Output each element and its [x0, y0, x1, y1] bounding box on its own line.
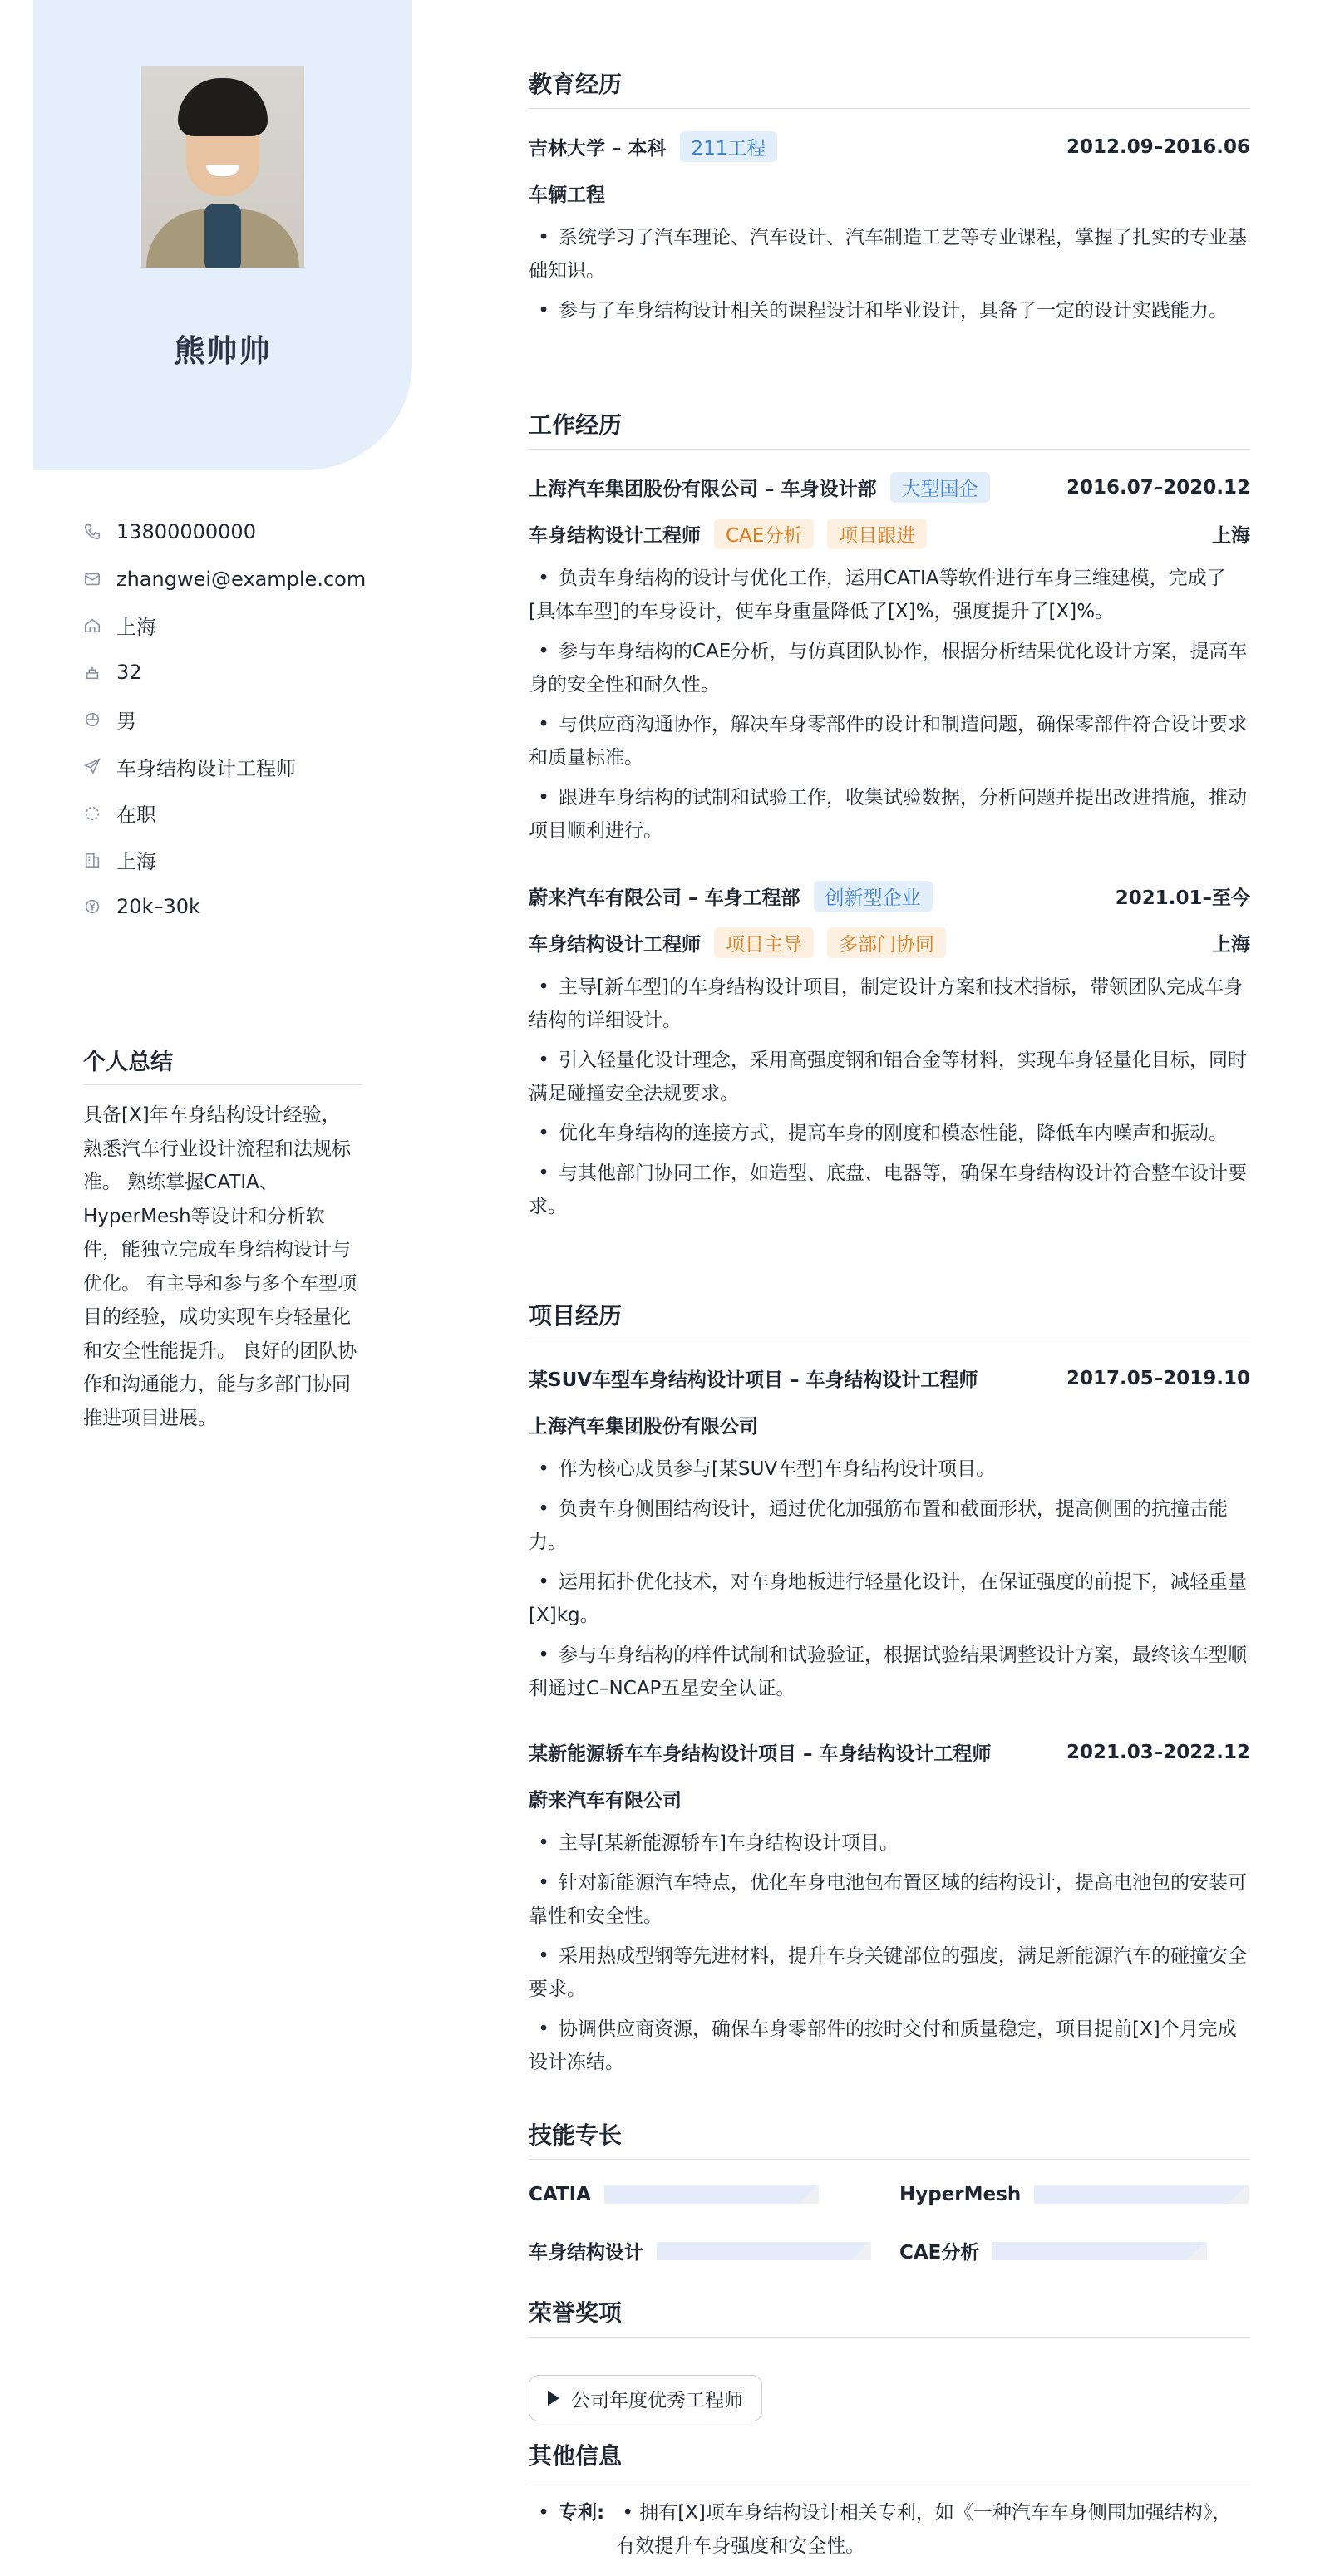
list-item: • 负责车身结构的设计与优化工作，运用CATIA等软件进行车身三维建模，完成了[具体车型]的车身设计，使车身重量降低了[X]%，强度提升了[X]%。	[529, 562, 1250, 628]
project-name: 某SUV车型车身结构设计项目 – 车身结构设计工程师	[529, 1369, 978, 1391]
profile-card	[33, 0, 412, 470]
skill-tag: CAE分析	[714, 519, 814, 549]
gender-text: 男	[116, 710, 136, 734]
list-item: • 优化车身结构的连接方式，提高车身的刚度和模态性能，降低车内噪声和振动。	[529, 1117, 1250, 1150]
skill-item	[899, 2184, 1249, 2205]
education-header	[529, 131, 1250, 162]
education-section-title: 教育经历	[529, 66, 1250, 109]
job-role: 车身结构设计工程师	[529, 934, 701, 956]
info-position	[83, 743, 366, 789]
list-item: • 主导[新车型]的车身结构设计项目，制定设计方案和技术指标，带领团队完成车身结构的详细设计。	[529, 971, 1250, 1037]
contact-info-list	[83, 509, 366, 931]
skill-name: HyperMesh	[899, 2184, 1022, 2205]
project-bullets	[529, 1826, 1250, 2086]
list-item: • 引入轻量化设计理念，采用高强度钢和铝合金等材料，实现车身轻量化目标，同时满足碰撞安全法规要求。	[529, 1044, 1250, 1110]
project-header	[529, 1738, 1250, 1766]
info-status	[83, 789, 366, 836]
job-header	[529, 881, 1250, 912]
project-company: 上海汽车集团股份有限公司	[529, 1416, 758, 1438]
home-text: 上海	[116, 616, 156, 640]
patent-label: • 专利:	[529, 2496, 604, 2563]
skill-level-bar	[604, 2185, 819, 2204]
project-name: 某新能源轿车车身结构设计项目 – 车身结构设计工程师	[529, 1743, 992, 1765]
award-label: 公司年度优秀工程师	[571, 2389, 743, 2411]
info-salary	[83, 883, 366, 930]
list-item: • 运用拓扑优化技术，对车身地板进行轻量化设计，在保证强度的前提下，减轻重量[X]kg。	[529, 1566, 1250, 1632]
email-icon	[83, 570, 101, 588]
honors-section-title: 荣誉奖项	[529, 2295, 1250, 2338]
info-age	[83, 649, 366, 696]
skill-name: 车身结构设计	[529, 2242, 643, 2264]
play-triangle-icon	[548, 2391, 559, 2406]
job-role-row	[529, 927, 1250, 958]
school-name: 吉林大学 – 本科	[529, 138, 667, 160]
age-text: 32	[116, 661, 142, 685]
position-text: 车身结构设计工程师	[116, 756, 296, 780]
skill-item	[529, 2184, 819, 2205]
education-date: 2012.09–2016.06	[1066, 135, 1250, 158]
project-date: 2017.05–2019.10	[1066, 1367, 1250, 1389]
skill-tag: 多部门协同	[827, 927, 946, 958]
projects-section-title: 项目经历	[529, 1298, 1250, 1340]
company-tag: 大型国企	[890, 472, 990, 503]
job-header	[529, 472, 1250, 503]
skill-item	[899, 2237, 1207, 2264]
info-phone	[83, 509, 366, 555]
summary-text: 具备[X]年车身结构设计经验，熟悉汽车行业设计流程和法规标准。 熟练掌握CATIA、HyperMesh等设计和分析软件，能独立完成车身结构设计与优化。 有主导和参与多个车型项目的经验，成功实现车身轻量化和安全性能提升。 良好的团队协作和沟通能力，能与多部门协同推进项目进展。	[83, 1104, 357, 1429]
job-date: 2021.01–至今	[1115, 887, 1250, 909]
info-gender	[83, 696, 366, 743]
school-tag: 211工程	[680, 131, 778, 162]
job-bullets	[529, 562, 1250, 854]
job-location: 上海	[1212, 525, 1250, 547]
skill-level-bar	[1034, 2185, 1249, 2204]
patent-text: • 拥有[X]项车身结构设计相关专利，如《一种汽车车身侧围加强结构》，有效提升车身强度和安全性。	[616, 2496, 1250, 2563]
list-item: • 负责车身侧围结构设计，通过优化加强筋布置和截面形状，提高侧围的抗撞击能力。	[529, 1492, 1250, 1559]
list-item: • 参与车身结构的CAE分析，与仿真团队协作，根据分析结果优化设计方案，提高车身的安全性和耐久性。	[529, 635, 1250, 701]
profile-name: 熊帅帅	[174, 333, 272, 369]
skill-name: CAE分析	[899, 2242, 980, 2264]
send-icon	[83, 757, 101, 775]
project-company-row	[529, 1785, 1250, 1812]
project-bullets	[529, 1453, 1250, 1712]
job-company: 蔚来汽车有限公司 – 车身工程部	[529, 887, 800, 909]
skill-level-bar	[992, 2242, 1207, 2260]
education-major: 车辆工程	[529, 184, 605, 206]
salary-icon	[83, 897, 101, 916]
skill-level-bar	[657, 2242, 871, 2260]
skill-name: CATIA	[529, 2184, 591, 2205]
building-icon	[83, 851, 101, 869]
project-company-row	[529, 1411, 1250, 1438]
info-city	[83, 837, 366, 883]
list-item: • 协调供应商资源，确保车身零部件的按时交付和质量稳定，项目提前[X]个月完成设计冻结。	[529, 2013, 1250, 2079]
list-item: • 系统学习了汽车理论、汽车设计、汽车制造工艺等专业课程，掌握了扎实的专业基础知识。	[529, 221, 1250, 288]
summary-title: 个人总结	[83, 1044, 362, 1085]
list-item: • 与供应商沟通协作，解决车身零部件的设计和制造问题，确保零部件符合设计要求和质量标准。	[529, 708, 1250, 774]
list-item: • 参与了车身结构设计相关的课程设计和毕业设计，具备了一定的设计实践能力。	[529, 294, 1250, 327]
job-role: 车身结构设计工程师	[529, 525, 701, 547]
list-item: • 采用热成型钢等先进材料，提升车身关键部位的强度，满足新能源汽车的碰撞安全要求。	[529, 1939, 1250, 2006]
avatar	[141, 66, 304, 268]
skill-tag: 项目跟进	[827, 519, 927, 549]
skill-tag: 项目主导	[714, 927, 814, 958]
list-item: • 针对新能源汽车特点，优化车身电池包布置区域的结构设计，提高电池包的安装可靠性和安全性。	[529, 1866, 1250, 1933]
email-text: zhangwei@example.com	[116, 567, 367, 591]
gender-icon	[83, 710, 101, 729]
job-company: 上海汽车集团股份有限公司 – 车身设计部	[529, 479, 877, 500]
other-section-title: 其他信息	[529, 2438, 1250, 2480]
project-header	[529, 1364, 1250, 1392]
phone-text: 13800000000	[116, 520, 256, 544]
list-item: • 主导[某新能源轿车]车身结构设计项目。	[529, 1826, 1250, 1860]
award-item[interactable]	[529, 2375, 762, 2421]
home-icon	[83, 617, 101, 635]
list-item: • 参与车身结构的样件试制和试验验证，根据试验结果调整设计方案，最终该车型顺利通过C–NCAP五星安全认证。	[529, 1639, 1250, 1705]
project-date: 2021.03–2022.12	[1066, 1741, 1250, 1763]
education-bullets	[529, 221, 1250, 334]
list-item: • 与其他部门协同工作，如造型、底盘、电器等，确保车身结构设计符合整车设计要求。	[529, 1157, 1250, 1223]
job-bullets	[529, 971, 1250, 1230]
skills-section-title: 技能专长	[529, 2117, 1250, 2160]
phone-icon	[83, 523, 101, 541]
education-major-row	[529, 179, 1250, 207]
list-item: • 作为核心成员参与[某SUV车型]车身结构设计项目。	[529, 1453, 1250, 1486]
skill-item	[529, 2237, 871, 2264]
info-home	[83, 602, 366, 649]
info-email	[83, 555, 366, 602]
salary-text: 20k–30k	[116, 895, 200, 919]
company-tag: 创新型企业	[814, 881, 933, 912]
job-location: 上海	[1212, 934, 1250, 956]
status-icon	[83, 804, 101, 823]
list-item: • 跟进车身结构的试制和试验工作，收集试验数据，分析问题并提出改进措施，推动项目顺利进行。	[529, 781, 1250, 848]
age-icon	[83, 663, 101, 681]
city-text: 上海	[116, 850, 156, 874]
status-text: 在职	[116, 804, 156, 828]
patent-item	[529, 2496, 1250, 2563]
work-section-title: 工作经历	[529, 407, 1250, 450]
job-role-row	[529, 519, 1250, 549]
job-date: 2016.07–2020.12	[1066, 476, 1250, 499]
sidebar	[0, 0, 465, 2576]
project-company: 蔚来汽车有限公司	[529, 1790, 682, 1812]
